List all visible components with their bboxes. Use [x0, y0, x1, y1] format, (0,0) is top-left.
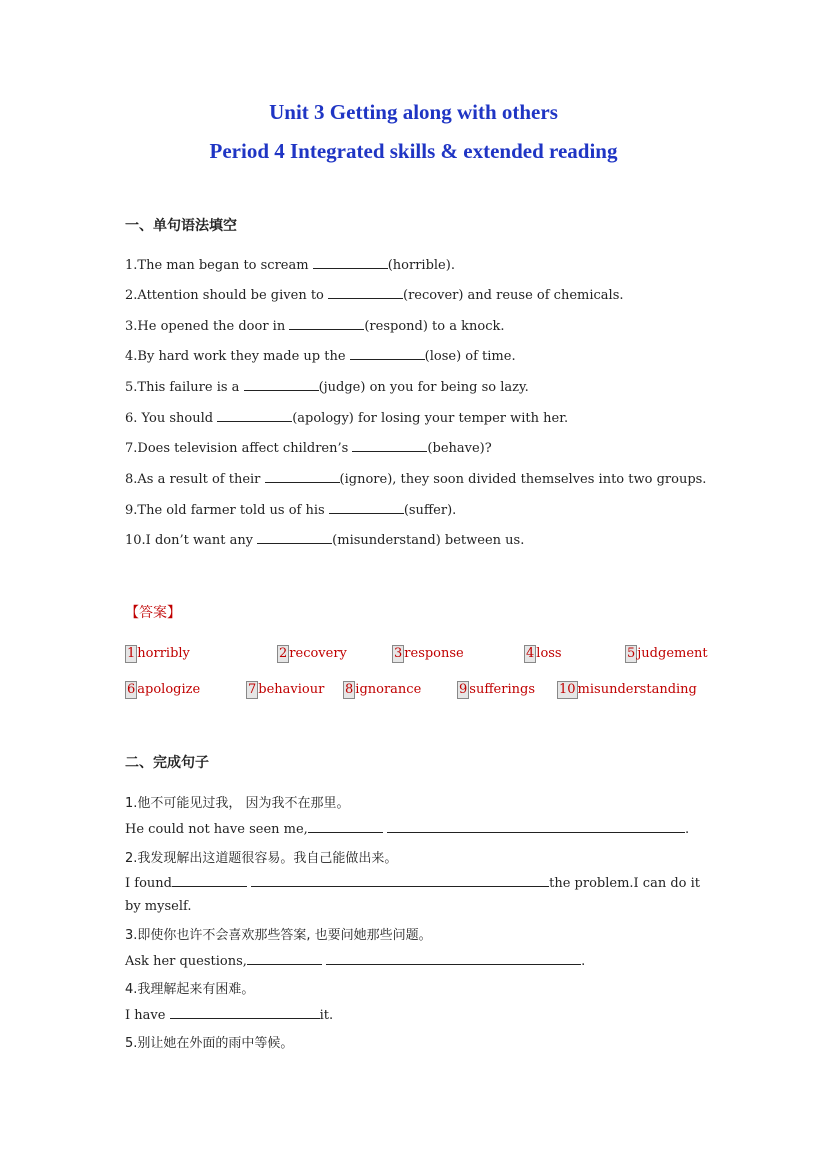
exercise-item: 1.The man began to scream (horrible). — [125, 258, 455, 273]
exercise-item: 10.I don’t want any (misunderstand) between us. — [125, 533, 525, 548]
translation-answer-line: I found the problem.I can do it — [125, 876, 701, 891]
exercise-item: 3.He opened the door in (respond) to a knock. — [125, 319, 505, 334]
translation-prompt: 2.我发现解出这道题很容易。我自己能做出来。 — [125, 851, 398, 866]
translation-prompt: 4.我理解起来有困难。 — [125, 982, 255, 997]
answer-item: 7 behaviour — [248, 682, 325, 697]
translation-answer-line: He could not have seen me, . — [125, 822, 690, 837]
section2-heading: 二、完成句子 — [125, 755, 209, 771]
exercise-item: 9.The old farmer told us of his (suffer). — [125, 503, 457, 518]
exercise-item: 7.Does television affect children’s (behave)? — [125, 441, 492, 456]
exercise-item: 4.By hard work they made up the (lose) of time. — [125, 349, 516, 364]
answer-item: 6 apologize — [127, 682, 201, 697]
answer-item: 10 misunderstanding — [559, 682, 697, 697]
translation-answer-continuation: by myself. — [125, 899, 192, 914]
document-title: Unit 3 Getting along with others — [269, 100, 558, 124]
translation-prompt: 5.别让她在外面的雨中等候。 — [125, 1036, 294, 1051]
translation-answer-line: Ask her questions, . — [125, 954, 586, 969]
exercise-item: 5.This failure is a (judge) on you for being so lazy. — [125, 380, 529, 395]
answer-item: 1 horribly — [127, 646, 190, 661]
document-subtitle: Period 4 Integrated skills & extended reading — [209, 139, 618, 163]
translation-answer-line: I have it. — [125, 1008, 334, 1023]
exercise-item: 2.Attention should be given to (recover) and reuse of chemicals. — [125, 288, 624, 303]
answer-item: 8 ignorance — [345, 682, 422, 697]
exercise-item: 6. You should (apology) for losing your temper with her. — [125, 411, 569, 426]
answer-heading: 【答案】 — [125, 605, 181, 621]
answer-item: 3 response — [394, 646, 464, 661]
translation-prompt: 1.他不可能见过我， 因为我不在那里。 — [125, 796, 350, 811]
section1-heading: 一、单句语法填空 — [125, 218, 237, 234]
exercise-item: 8.As a result of their (ignore), they soon divided themselves into two groups. — [125, 472, 707, 487]
answer-item: 4 loss — [526, 646, 562, 661]
translation-prompt: 3.即使你也许不会喜欢那些答案, 也要问她那些问题。 — [125, 928, 432, 943]
answer-item: 2 recovery — [279, 646, 347, 661]
answer-item: 9 sufferings — [459, 682, 535, 697]
answer-item: 5 judgement — [627, 646, 708, 661]
